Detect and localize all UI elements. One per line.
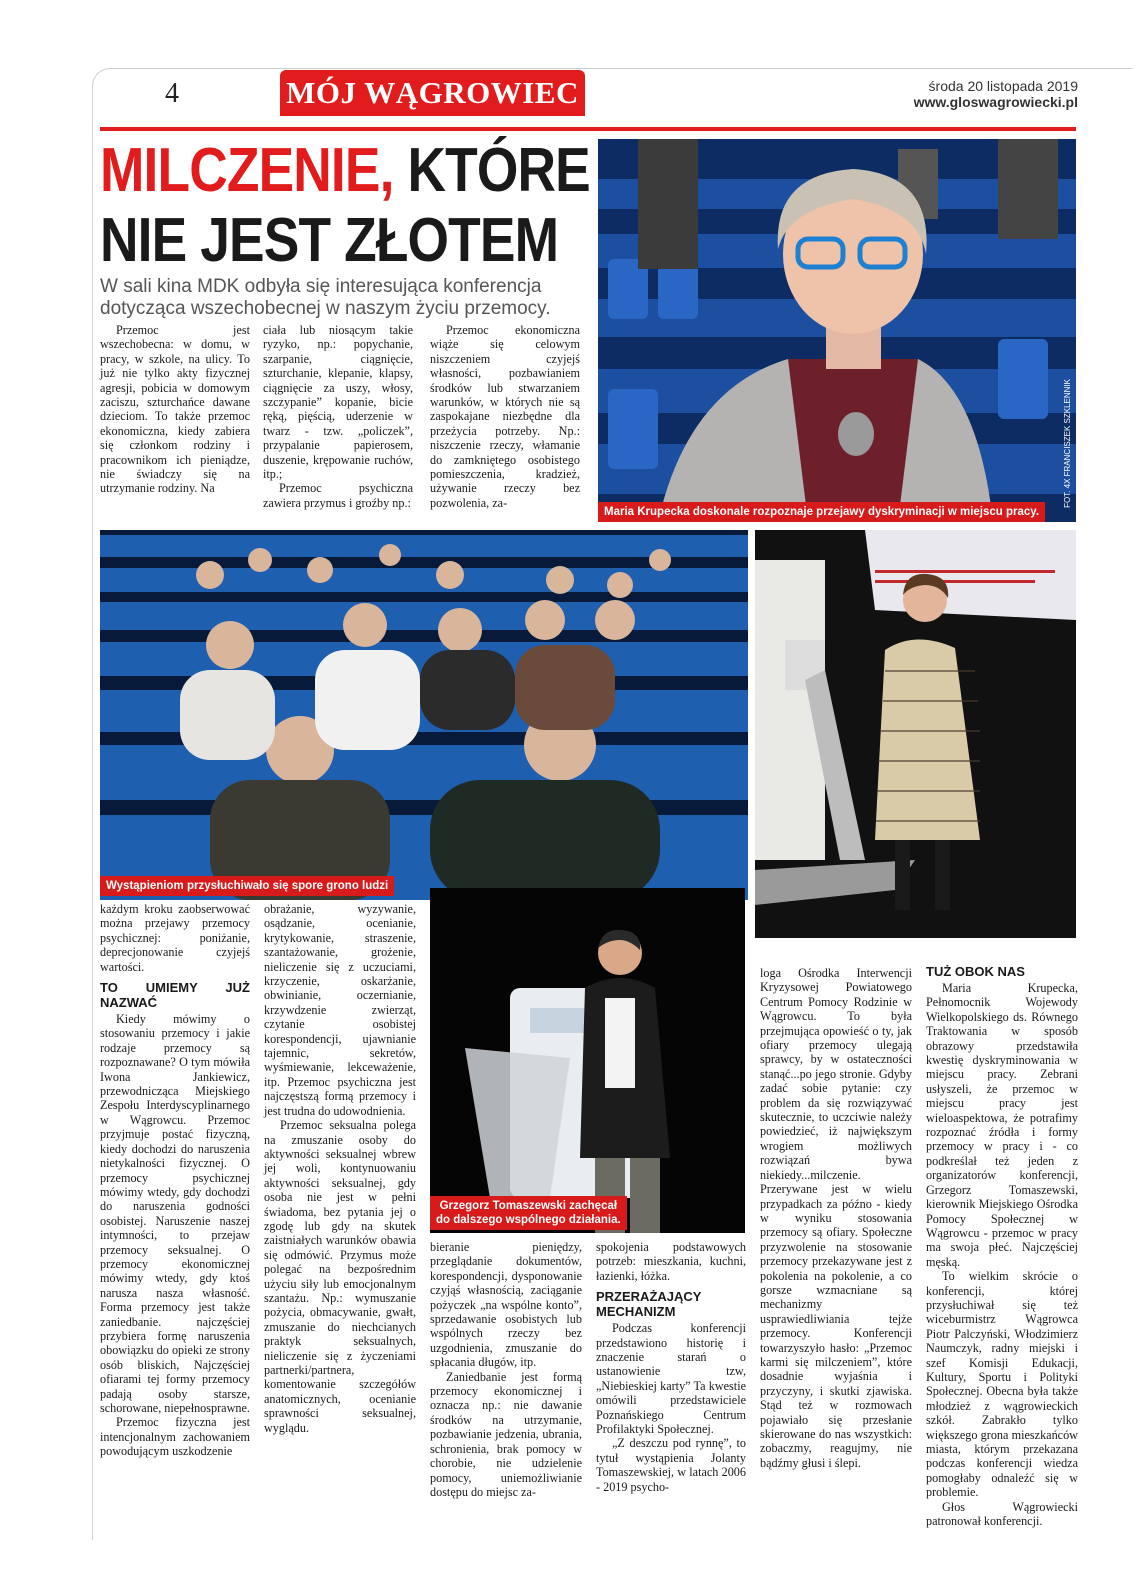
- paragraph: Maria Krupecka, Pełnomocnik Wojewody Wielkopolskiego ds. Równego Traktowania w sposób obrazowy przedstawiła kwestię dyskryminowania w miejscu pracy. Zebrani usłyszeli, że przemoc w miejscu pracy jest wieloaspektowa, że potrafimy rozpoznać źródła i formy przemocy w pracy i - co podkreślał też jeden z organizatorów konferencji, Grzegorz Tomaszewski, kierownik Miejskiego Ośrodka Pomocy Społecznej w Wągrowcu - przemoc w pracy ma swoja płeć. Najczęściej męską.: [926, 981, 1078, 1269]
- paragraph: Przemoc ekonomiczna wiąże się celowym niszczeniem czyjejś własności, pozbawianiem środków lub stwarzaniem warunków, w których nie są zaspokajane niezbędne dla przeżycia potrzeby. Np.: niszczenie rzeczy, włamanie do zamkniętego osobistego pomieszczenia, kradzież, używanie rzeczy bez pozwolenia, za-: [430, 323, 580, 510]
- audience-image: [100, 530, 748, 900]
- paragraph: obrażanie, wyzywanie, osądzanie, ocenianie, krytykowanie, straszenie, szantażowanie, grożenie, nieliczenie się z uczuciami, krzyczenie, oskarżanie, obwinianie, oczernianie, krzywdzenie zwierząt, czytanie osobistej korespondencji, ujawnianie tajemnic, sekretów, wyśmiewanie, lekceważenie, itp. Przemoc psychiczna jest najczęstszą formą przemocy i jest trudna do udowodnienia.: [264, 902, 416, 1118]
- paragraph: loga Ośrodka Interwencji Kryzysowej Powiatowego Centrum Pomocy Rodzinie w Wągrowcu. To była przejmująca opowieść o ty, jak ofiary przemocy ulegają sprawcy, by w ostateczności stanąć...po jego stronie. Gdyby zadać sobie pytanie: czy problem da się rozwiązywać skutecznie, to uczciwie należy powiedzieć, iż największym wrogiem możliwych rozwiązań bywa niekiedy...milczenie. Przerywane jest w wielu przypadkach za późno - kiedy w wyniku stosowania przemocy są ofiary. Społeczne przyzwolenie na stosowanie przemocy przekazywane jest z pokolenia na pokolenie, a co gorsze wzmacniane są mechanizmy usprawiedliwiania tejże przemocy. Konferencji towarzyszyło hasło: „Przemoc karmi się milczeniem”, które dosadnie wyjaśnia i przyczyny, i skutki zjawiska. Stąd też w rozmowach pojawiało się przesłanie skierowane do nas wszystkich: zobaczmy, reagujmy, nie bądźmy głusi i ślepi.: [760, 966, 912, 1470]
- paragraph: ciała lub niosącym takie ryzyko, np.: popychanie, szarpanie, ciągnięcie, szturchanie, klepanie, klapsy, ciągnięcie za uszy, włosy, szczypanie” kopanie, bicie ręką, pięścią, uderzenie w twarz - tzw. „policzek”, przypalanie papierosem, duszenie, krępowanie ruchów, itp.;: [263, 323, 413, 482]
- portrait-image: [598, 139, 1076, 522]
- paragraph: Przemoc jest wszechobecna: w domu, w pracy, w szkole, na ulicy. To już nie tylko akty fizycznej agresji, pobicia w domowym zaciszu, szturchańce dawane dzieciom. To także przemoc ekonomiczna, kiedy zabiera się członkom rodziny i pracownikom ich pieniądze, nie świadczy się na utrzymanie rodziny. Na: [100, 323, 250, 496]
- photo-speaker-woman: [755, 530, 1076, 938]
- paragraph: „Z deszczu pod rynnę”, to tytuł wystąpienia Jolanty Tomaszewskiej, w latach 2006 - 2019 psycho-: [596, 1436, 746, 1494]
- photo-audience: [100, 530, 748, 900]
- top-column-1: [100, 323, 250, 496]
- photo-caption: Wystąpieniom przysłuchiwało się spore grono ludzi: [100, 876, 394, 896]
- paragraph: Zaniedbanie jest formą przemocy ekonomicznej i oznacza np.: nie dawanie środków na utrzymanie, pozbawianie jedzenia, ubrania, schronienia, brak pomocy w chorobie, nie udzielenie pomocy, uniemożliwianie dostępu do miejsc za-: [430, 1369, 582, 1499]
- paragraph: spokojenia podstawowych potrzeb: mieszkania, kuchni, łazienki, łóżka.: [596, 1240, 746, 1283]
- top-column-3: [430, 323, 580, 510]
- paragraph: Przemoc psychiczna zawiera przymus i groźby np.:: [263, 481, 413, 510]
- caption-line: do dalszego wspólnego działania.: [436, 1214, 621, 1226]
- paragraph: każdym kroku zaobserwować można przejawy przemocy psychicznej: poniżanie, deprecjonowanie czyjejś wartości.: [100, 902, 250, 974]
- subheading: TUŻ OBOK NAS: [926, 964, 1025, 979]
- top-column-2: [263, 323, 413, 510]
- paragraph: To wielkim skrócie o konferencji, której przysłuchiwał się też wiceburmistrz Wągrowca Piotr Palczyński, Włodzimierz Naumczyk, radny miejski i szef Komisji Edukacji, Kultury, Sportu i Polityki Społecznej. Obecna była także młodzież z wągrowieckich szkół. Zabrakło tylko większego grona mieszkańców miasta, którym przekazana podczas konferencji wiedza pomogłaby odnaleźć się w problemie.: [926, 1269, 1078, 1500]
- paragraph: Kiedy mówimy o stosowaniu przemocy i jakie rodzaje przemocy są rozpoznawane? O tym mówiła Iwona Jankiewicz, przewodnicząca Miejskiego Zespołu Interdyscyplinarnego w Wągrowcu. Przemoc przyjmuje postać fizyczną, kiedy dochodzi do naruszenia nietykalności fizycznej. O przemocy psychicznej mówimy wtedy, gdy dochodzi do naruszenia godności osobistej. Naruszenie naszej intymności, to przejaw przemocy seksualnej. O przemocy ekonomicznej mówimy wtedy, gdy ktoś narusza nasza własność. Forma przemocy jest także zaniedbanie. najczęściej przybiera formę naruszenia obowiązku do opieki ze strony osób bliskich, Najczęściej ofiarami tej formy przemocy padają osoby starsze, schorowane, niepełnosprawne.: [100, 1012, 250, 1415]
- website-link[interactable]: www.gloswagrowiecki.pl: [913, 94, 1078, 110]
- page-number: 4: [165, 78, 179, 109]
- speaker-woman-image: [755, 530, 1076, 938]
- speaker-man-image: [430, 888, 745, 1233]
- headline-part: KTÓRE: [393, 136, 590, 205]
- caption-line: Grzegorz Tomaszewski zachęcał: [439, 1200, 618, 1212]
- paragraph: Przemoc fizyczna jest intencjonalnym zachowaniem powodującym uszkodzenie: [100, 1415, 250, 1459]
- photo-portrait: [598, 139, 1076, 522]
- header-rule: [100, 127, 1076, 131]
- issue-date: środa 20 listopada 2019: [928, 78, 1078, 94]
- headline: [100, 136, 590, 276]
- paragraph: Podczas konferencji przedstawiono historię i znaczenie starań o ustanowienie tzw, „Niebieskiej karty” Ta kwestie omówili przedstawiciele Poznańskiego Centrum Profilaktyki Społecznej.: [596, 1321, 746, 1437]
- bottom-column-4: [596, 1240, 746, 1494]
- headline-line2: NIE JEST ZŁOTEM: [100, 206, 559, 275]
- bottom-column-2: [264, 902, 416, 1435]
- bottom-column-1: [100, 902, 250, 1459]
- photo-speaker-man: [430, 888, 745, 1233]
- subheading: TO UMIEMY JUŻ NAZWAĆ: [100, 980, 250, 1011]
- subheading: PRZERAŻAJĄCY MECHANIZM: [596, 1289, 702, 1320]
- bottom-column-6: [926, 964, 1078, 1528]
- headline-red: MILCZENIE,: [100, 136, 394, 205]
- photo-credit: FOT. 4X FRANCISZEK SZKLENNIK: [1063, 379, 1072, 508]
- bottom-column-3: [430, 1240, 582, 1499]
- paragraph: Przemoc seksualna polega na zmuszanie osoby do aktywności seksualnej wbrew jej woli, kontynuowaniu aktywności seksualnej, gdy osoba nie jest w pełni świadoma, bez pytania jej o zgodę lub gdy na skutek zaistniałych warunków obawia się odmówić. Przymus może polegać na bezpośrednim użyciu siły lub emocjonalnym szantażu. Np.: wymuszanie pożycia, obmacywanie, gwałt, zmuszanie do niechcianych praktyk seksualnych, nieliczenie się z życzeniami partnerki/partnera, komentowanie szczegółów anatomicznych, ocenianie sprawności seksualnej, wyglądu.: [264, 1118, 416, 1435]
- lead: W sali kina MDK odbyła się interesująca konferencja dotycząca wszechobecnej w naszym życiu przemocy.: [100, 276, 551, 319]
- section-title: MÓJ WĄGROWIEC: [280, 70, 585, 116]
- page-frame-left: [92, 90, 93, 1540]
- bottom-column-5: [760, 966, 912, 1470]
- photo-caption: Maria Krupecka doskonale rozpoznaje przejawy dyskryminacji w miejscu pracy.: [598, 502, 1045, 522]
- paragraph: bieranie pieniędzy, przeglądanie dokumentów, korespondencji, dysponowanie czyjąś własnością, zaciąganie pożyczek „na wspólne konto”, sprzedawanie osobistych lub wspólnych rzeczy bez uzgodnienia, zmuszanie do spłacania długów, itp.: [430, 1240, 582, 1370]
- paragraph: Głos Wągrowiecki patronował konferencji.: [926, 1499, 1078, 1529]
- photo-caption: [430, 1196, 627, 1230]
